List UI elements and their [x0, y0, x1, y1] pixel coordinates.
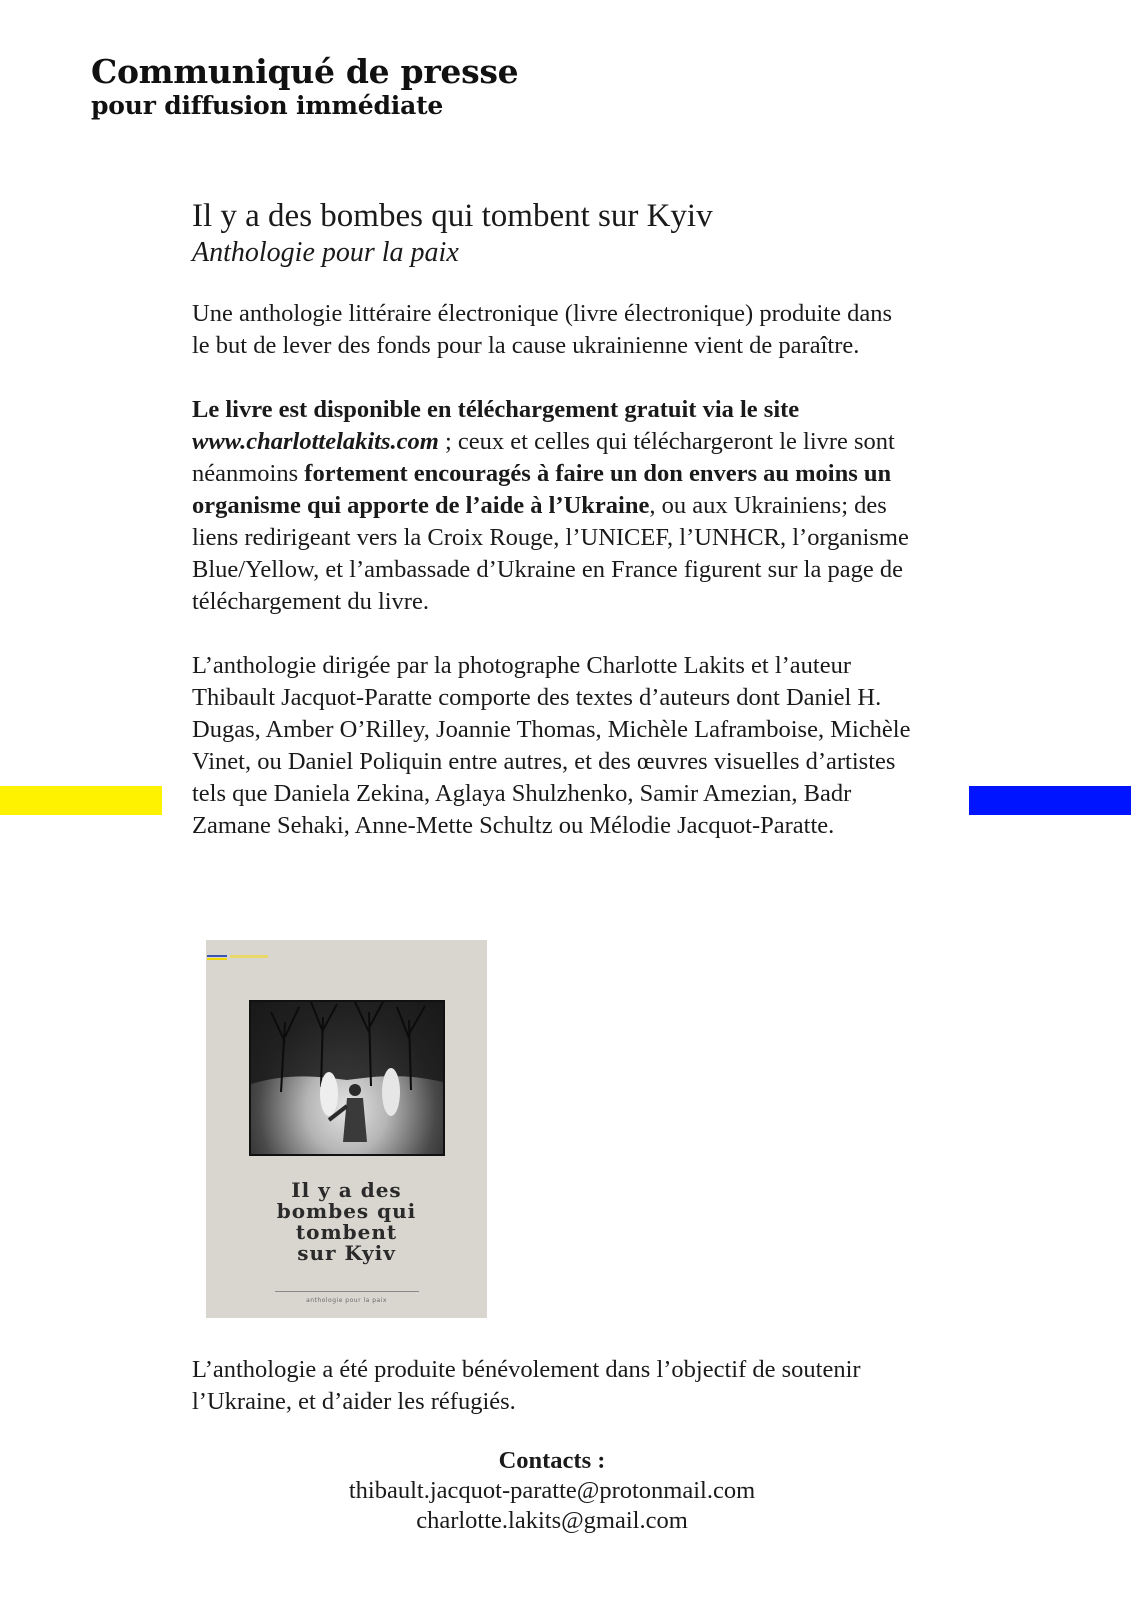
website-link[interactable]: www.charlottelakits.com — [192, 428, 439, 455]
contact-email-charlotte[interactable]: charlotte.lakits@gmail.com — [416, 1507, 688, 1534]
cover-tag-line — [230, 955, 268, 958]
header-subtitle: pour diffusion immédiate — [91, 91, 444, 120]
cover-title-line: bombes qui — [276, 1199, 417, 1223]
cover-title-line: sur Kyiv — [297, 1241, 396, 1265]
book-subtitle: Anthologie pour la paix — [192, 237, 459, 268]
book-cover-image — [206, 940, 487, 1318]
cover-subtitle: anthologie pour la paix — [306, 1297, 387, 1304]
download-mid-text: ; ceux et celles qui téléchargeront le livre sont néanmoins — [192, 428, 895, 487]
cover-title-line: Il y a des — [291, 1178, 402, 1202]
main-content — [192, 196, 912, 842]
cover-title-line: tombent — [295, 1220, 398, 1244]
download-end-text: , ou aux Ukrainiens; des liens redirigeant vers la Croix Rouge, l’UNICEF, l’UNHCR, l’organisme Blue/Yellow, et l’ambassade d’Ukraine en France figurent sur la page de téléchargement du livre. — [192, 492, 909, 615]
book-title: Il y a des bombes qui tombent sur Kyiv — [192, 198, 713, 234]
header-title: Communiqué de presse — [91, 52, 519, 91]
closing-paragraph: L’anthologie a été produite bénévolement dans l’objectif de soutenir l’Ukraine, et d’aider les réfugiés. — [192, 1356, 861, 1415]
intro-paragraph: Une anthologie littéraire électronique (livre électronique) produite dans le but de lever des fonds pour la cause ukrainienne vient de paraître. — [192, 300, 893, 359]
contacts-block — [192, 1446, 912, 1536]
contact-email-thibault[interactable]: thibault.jacquot-paratte@protonmail.com — [348, 1477, 756, 1504]
yellow-band — [0, 786, 162, 815]
ukraine-flag-mark — [207, 955, 227, 960]
blue-band — [969, 786, 1131, 815]
press-release-header — [91, 52, 518, 120]
contributors-paragraph: L’anthologie dirigée par la photographe Charlotte Lakits et l’auteur Thibault Jacquot-Paratte comporte des textes d’auteurs dont Daniel H. Dugas, Amber O’Rilley, Joannie Thomas, Michèle Laframboise, Michèle Vinet, ou Daniel Poliquin entre autres, et des œuvres visuelles d’artistes tels que Daniela Zekina, Aglaya Shulzhenko, Samir Amezian, Badr Zamane Sehaki, Anne-Mette Schultz ou Mélodie Jacquot-Paratte. — [192, 652, 911, 839]
cover-title — [206, 1180, 487, 1264]
cover-photo — [249, 1000, 445, 1156]
cover-divider — [275, 1291, 419, 1292]
contacts-label: Contacts : — [498, 1447, 606, 1474]
download-bold-text: Le livre est disponible en téléchargement gratuit via le site — [192, 396, 800, 423]
download-paragraph — [192, 394, 912, 618]
winter-park-photo-icon — [251, 1002, 443, 1154]
donation-appeal-text: fortement encouragés à faire un don envers au moins un organisme qui apporte de l’aide à l’Ukraine — [192, 460, 892, 519]
